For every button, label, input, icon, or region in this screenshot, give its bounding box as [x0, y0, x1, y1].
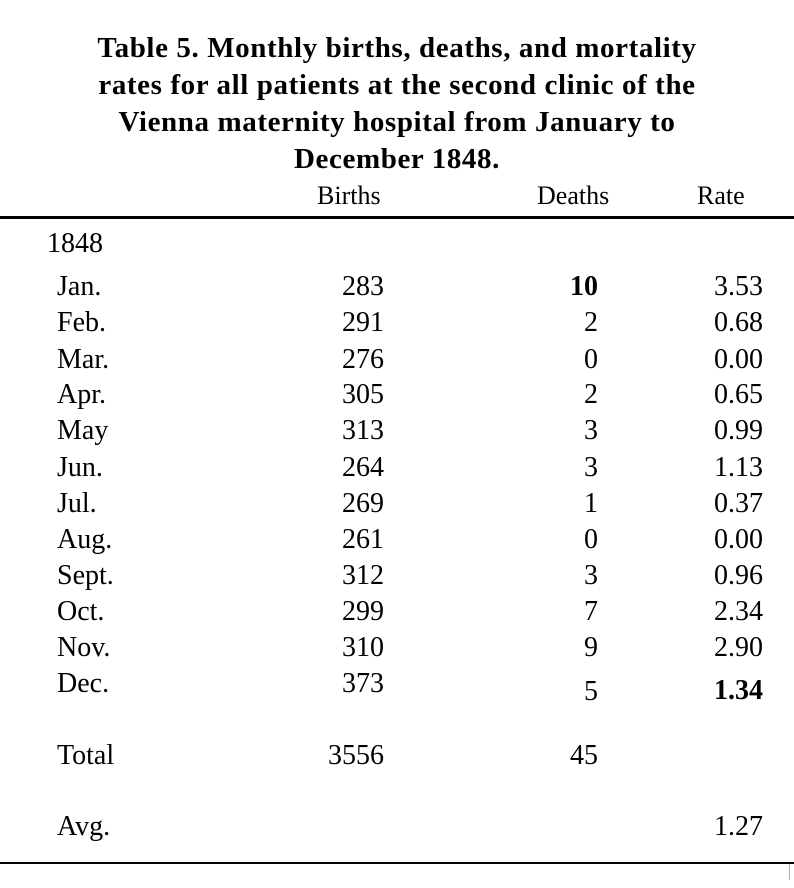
header-rate: Rate — [697, 181, 745, 210]
deaths-cell: 7 — [584, 596, 598, 627]
month-cell: Jul. — [57, 488, 97, 519]
month-cell: Apr. — [57, 379, 106, 410]
month-cell: Oct. — [57, 596, 105, 627]
births-cell: 313 — [342, 415, 384, 446]
deaths-cell: 9 — [584, 632, 598, 663]
deaths-cell: 0 — [584, 524, 598, 555]
month-cell: Mar. — [57, 344, 110, 375]
births-cell: 264 — [342, 452, 384, 483]
header-births: Births — [317, 181, 381, 210]
births-cell: 373 — [342, 668, 384, 699]
title-line-4: December 1848. — [294, 143, 500, 175]
rate-cell: 0.65 — [714, 379, 763, 410]
month-cell: Sept. — [57, 560, 114, 591]
title-line-3: Vienna maternity hospital from January to — [118, 106, 676, 138]
rate-cell: 1.13 — [714, 452, 763, 483]
rate-cell: 2.34 — [714, 596, 763, 627]
deaths-cell: 1 — [584, 488, 598, 519]
births-cell: 299 — [342, 596, 384, 627]
deaths-cell: 3 — [584, 415, 598, 446]
rate-cell: 2.90 — [714, 632, 763, 663]
table-title — [0, 30, 794, 178]
title-line-1: Table 5. Monthly births, deaths, and mortality — [97, 32, 697, 64]
avg-rate: 1.27 — [714, 811, 763, 842]
deaths-cell: 3 — [584, 560, 598, 591]
births-cell: 276 — [342, 344, 384, 375]
rate-cell: 0.68 — [714, 307, 763, 338]
deaths-cell: 10 — [570, 271, 598, 302]
header-rule — [0, 216, 794, 219]
bottom-rule — [0, 862, 794, 864]
births-cell: 305 — [342, 379, 384, 410]
month-cell: Jun. — [57, 452, 103, 483]
rate-cell: 0.00 — [714, 344, 763, 375]
rate-cell: 1.34 — [714, 675, 763, 706]
deaths-cell: 3 — [584, 452, 598, 483]
year-label: 1848 — [47, 228, 103, 259]
births-cell: 310 — [342, 632, 384, 663]
rate-cell: 3.53 — [714, 271, 763, 302]
births-cell: 312 — [342, 560, 384, 591]
deaths-cell: 0 — [584, 344, 598, 375]
deaths-cell: 5 — [584, 676, 598, 707]
births-cell: 291 — [342, 307, 384, 338]
avg-label: Avg. — [57, 811, 111, 842]
month-cell: May — [57, 415, 109, 446]
rate-cell: 0.99 — [714, 415, 763, 446]
deaths-cell: 2 — [584, 307, 598, 338]
month-cell: Nov. — [57, 632, 111, 663]
month-cell: Dec. — [57, 668, 110, 699]
rate-cell: 0.00 — [714, 524, 763, 555]
total-births: 3556 — [328, 740, 384, 771]
cursor-mark — [789, 864, 790, 880]
births-cell: 261 — [342, 524, 384, 555]
births-cell: 269 — [342, 488, 384, 519]
total-label: Total — [57, 740, 115, 771]
header-deaths: Deaths — [537, 181, 610, 210]
total-deaths: 45 — [570, 740, 598, 771]
rate-cell: 0.37 — [714, 488, 763, 519]
month-cell: Aug. — [57, 524, 113, 555]
births-cell: 283 — [342, 271, 384, 302]
month-cell: Jan. — [57, 271, 102, 302]
title-line-2: rates for all patients at the second clinic of the — [98, 69, 696, 101]
rate-cell: 0.96 — [714, 560, 763, 591]
month-cell: Feb. — [57, 307, 106, 338]
deaths-cell: 2 — [584, 379, 598, 410]
